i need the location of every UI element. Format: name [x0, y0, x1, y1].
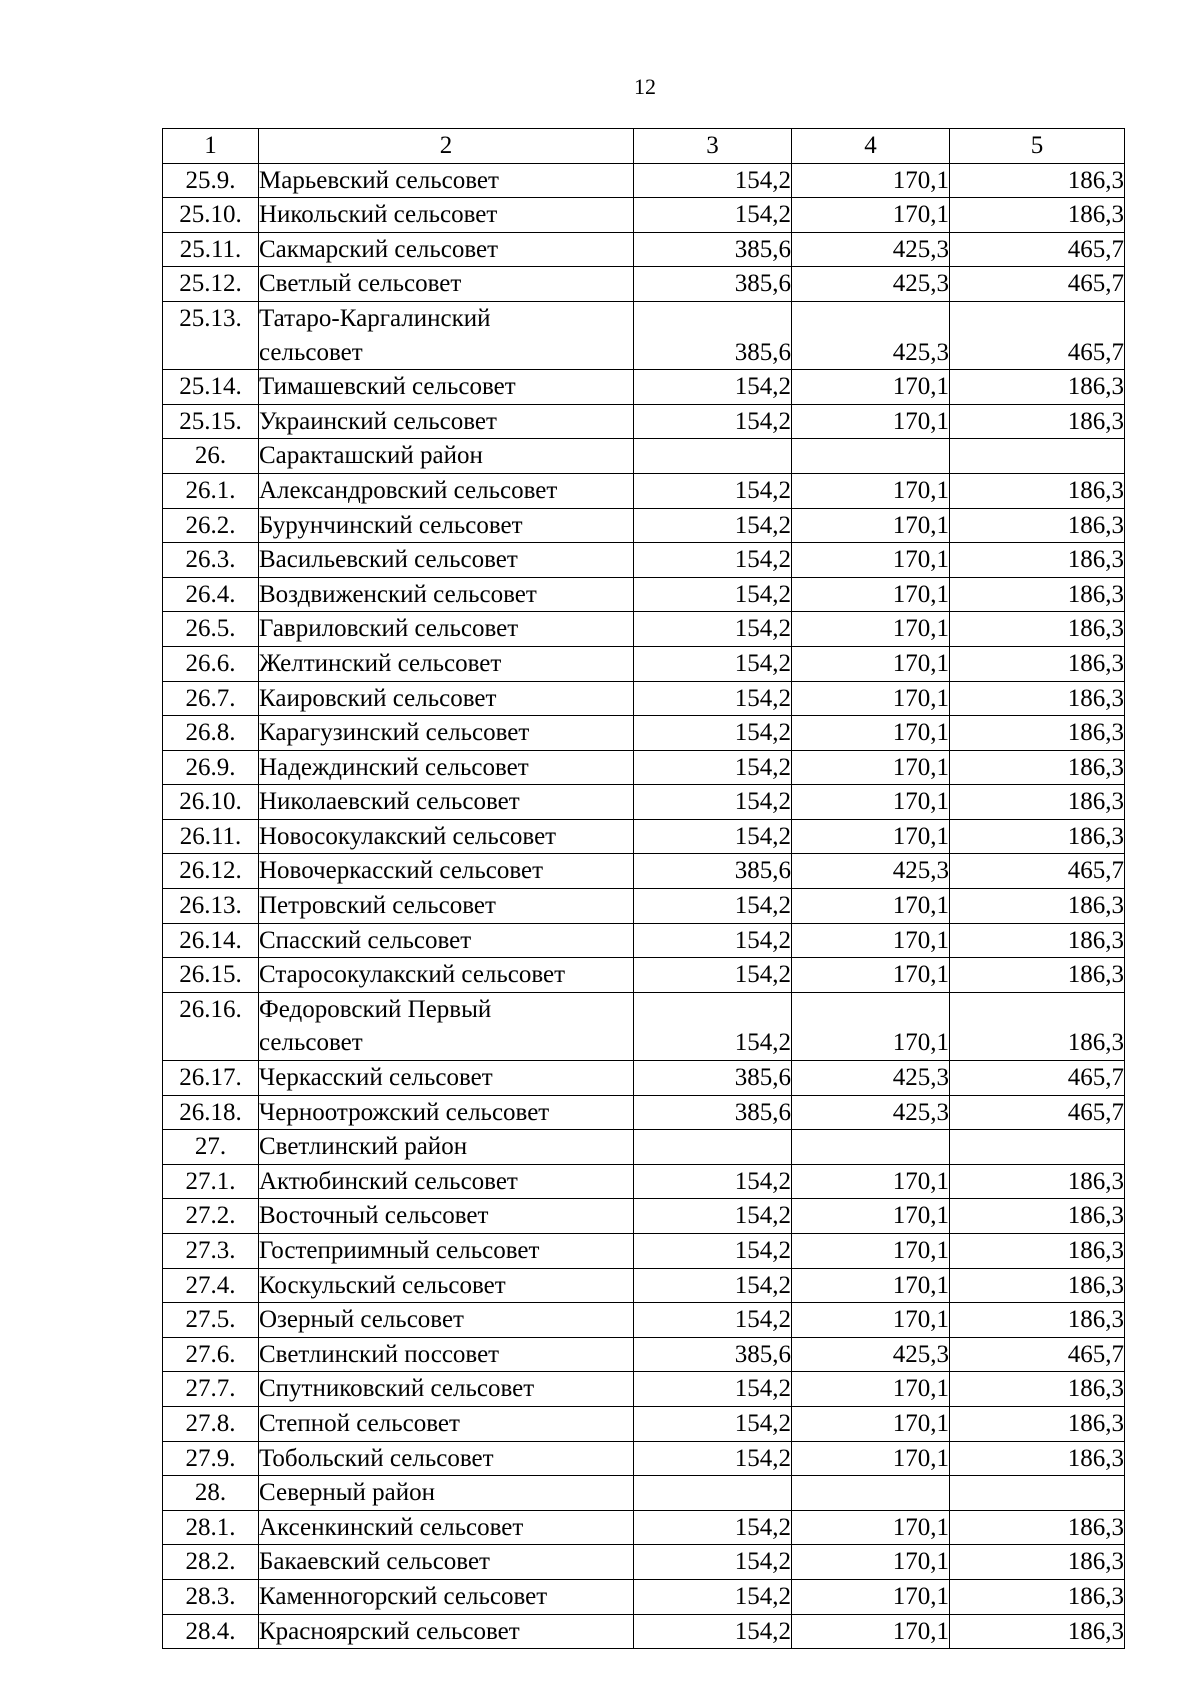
row-value-v3: 154,2	[634, 543, 792, 578]
row-number: 28.2.	[163, 1545, 259, 1580]
row-name	[259, 301, 634, 369]
row-number: 26.16.	[163, 992, 259, 1060]
table-row	[163, 1510, 1125, 1545]
row-number: 28.	[163, 1476, 259, 1511]
row-value-v4: 170,1	[792, 785, 950, 820]
row-value-v4: 425,3	[792, 267, 950, 302]
row-name	[259, 543, 634, 578]
row-name-line: Тимашевский сельсовет	[259, 373, 516, 401]
row-value-v4: 425,3	[792, 854, 950, 889]
row-name-line: Николаевский сельсовет	[259, 788, 520, 816]
row-number: 25.13.	[163, 301, 259, 369]
row-number: 25.14.	[163, 370, 259, 405]
row-value-v4: 170,1	[792, 681, 950, 716]
row-name	[259, 646, 634, 681]
table-row	[163, 232, 1125, 267]
row-name-line: Петровский сельсовет	[259, 892, 496, 920]
table-row	[163, 1095, 1125, 1130]
row-value-v3: 154,2	[634, 612, 792, 647]
row-name-line: Северный район	[259, 1479, 435, 1507]
row-name-line: Тобольский сельсовет	[259, 1444, 494, 1472]
row-value-v4: 170,1	[792, 1545, 950, 1580]
row-name	[259, 1337, 634, 1372]
row-name-line: Новочеркасский сельсовет	[259, 857, 544, 885]
row-name	[259, 1130, 634, 1165]
row-value-v4: 170,1	[792, 923, 950, 958]
table-row	[163, 404, 1125, 439]
row-number: 26.17.	[163, 1061, 259, 1096]
table-body	[163, 163, 1125, 1649]
row-value-v5: 186,3	[950, 646, 1125, 681]
row-value-v3: 154,2	[634, 750, 792, 785]
row-value-v4: 170,1	[792, 404, 950, 439]
row-value-v5: 186,3	[950, 958, 1125, 993]
row-value-v5: 186,3	[950, 577, 1125, 612]
row-value-v3: 154,2	[634, 1234, 792, 1269]
row-number: 27.4.	[163, 1268, 259, 1303]
row-name-line: Светлый сельсовет	[259, 270, 462, 298]
row-number: 27.2.	[163, 1199, 259, 1234]
row-value-v3: 154,2	[634, 198, 792, 233]
table-row	[163, 1234, 1125, 1269]
row-value-v4	[792, 1476, 950, 1511]
row-name-line: Саракташский район	[259, 442, 483, 470]
table-row	[163, 1268, 1125, 1303]
row-value-v4: 170,1	[792, 163, 950, 198]
row-name	[259, 750, 634, 785]
row-value-v4: 170,1	[792, 750, 950, 785]
row-number: 26.7.	[163, 681, 259, 716]
row-value-v4: 170,1	[792, 992, 950, 1060]
row-value-v3: 154,2	[634, 992, 792, 1060]
row-value-v4: 170,1	[792, 1164, 950, 1199]
header-col-5: 5	[950, 129, 1125, 164]
table-row	[163, 785, 1125, 820]
row-value-v4: 170,1	[792, 370, 950, 405]
row-name	[259, 1372, 634, 1407]
row-value-v4: 170,1	[792, 1510, 950, 1545]
row-number: 27.6.	[163, 1337, 259, 1372]
row-name	[259, 612, 634, 647]
row-value-v5: 186,3	[950, 1614, 1125, 1649]
row-name-line: Федоровский Первый	[259, 995, 492, 1023]
row-name	[259, 1061, 634, 1096]
row-value-v5: 186,3	[950, 750, 1125, 785]
row-number: 28.3.	[163, 1579, 259, 1614]
row-number: 25.15.	[163, 404, 259, 439]
row-value-v5: 186,3	[950, 508, 1125, 543]
row-name-line: Озерный сельсовет	[259, 1306, 464, 1334]
row-name	[259, 1234, 634, 1269]
table-header	[163, 129, 1125, 164]
row-name-line: Марьевский сельсовет	[259, 166, 499, 194]
table-row	[163, 577, 1125, 612]
row-value-v3: 385,6	[634, 1095, 792, 1130]
row-name-line: Гавриловский сельсовет	[259, 615, 519, 643]
row-name	[259, 163, 634, 198]
row-name-line: Надеждинский сельсовет	[259, 753, 529, 781]
row-value-v3	[634, 1476, 792, 1511]
row-value-v3: 154,2	[634, 1199, 792, 1234]
row-name-line: Спасский сельсовет	[259, 926, 472, 954]
row-value-v5: 186,3	[950, 716, 1125, 751]
header-col-3: 3	[634, 129, 792, 164]
row-name	[259, 439, 634, 474]
row-name	[259, 854, 634, 889]
table-row	[163, 1164, 1125, 1199]
row-value-v5: 186,3	[950, 370, 1125, 405]
row-value-v5: 186,3	[950, 198, 1125, 233]
row-number: 26.13.	[163, 889, 259, 924]
row-value-v3: 154,2	[634, 785, 792, 820]
row-name	[259, 923, 634, 958]
row-number: 28.4.	[163, 1614, 259, 1649]
row-number: 25.11.	[163, 232, 259, 267]
row-name-line: Светлинский поссовет	[259, 1340, 500, 1368]
row-value-v4: 425,3	[792, 1337, 950, 1372]
row-value-v5: 186,3	[950, 681, 1125, 716]
row-number: 25.10.	[163, 198, 259, 233]
table-row	[163, 646, 1125, 681]
row-value-v5: 465,7	[950, 1061, 1125, 1096]
row-number: 26.3.	[163, 543, 259, 578]
row-number: 26.15.	[163, 958, 259, 993]
row-value-v5: 186,3	[950, 612, 1125, 647]
row-value-v5: 465,7	[950, 1095, 1125, 1130]
table-row	[163, 716, 1125, 751]
row-value-v3: 154,2	[634, 889, 792, 924]
row-value-v4: 170,1	[792, 1372, 950, 1407]
row-value-v3: 154,2	[634, 681, 792, 716]
table-row	[163, 370, 1125, 405]
table-row	[163, 958, 1125, 993]
table-row	[163, 1545, 1125, 1580]
row-value-v3	[634, 1130, 792, 1165]
row-value-v5: 465,7	[950, 854, 1125, 889]
row-value-v5	[950, 1130, 1125, 1165]
row-name-line: Гостеприимный сельсовет	[259, 1237, 540, 1264]
row-name	[259, 370, 634, 405]
row-name-line: Воздвиженский сельсовет	[259, 580, 537, 608]
row-value-v5: 465,7	[950, 301, 1125, 369]
row-name-line: Черкасский сельсовет	[259, 1064, 493, 1092]
row-value-v4: 170,1	[792, 1406, 950, 1441]
row-value-v4: 425,3	[792, 1061, 950, 1096]
table-row	[163, 508, 1125, 543]
table-row	[163, 750, 1125, 785]
row-value-v4: 170,1	[792, 1303, 950, 1338]
row-number: 26.	[163, 439, 259, 474]
table-row	[163, 681, 1125, 716]
row-name-line: Татаро-Каргалинский	[259, 304, 491, 332]
page-number: 12	[634, 74, 656, 99]
row-name-line: Бакаевский сельсовет	[259, 1548, 490, 1576]
row-name	[259, 1268, 634, 1303]
row-value-v3: 154,2	[634, 646, 792, 681]
row-number: 27.8.	[163, 1406, 259, 1441]
table-row	[163, 543, 1125, 578]
row-name	[259, 198, 634, 233]
header-col-4: 4	[792, 129, 950, 164]
row-value-v3: 154,2	[634, 508, 792, 543]
row-value-v3: 154,2	[634, 1164, 792, 1199]
row-name-line: сельсовет	[259, 338, 363, 366]
row-value-v3: 154,2	[634, 1441, 792, 1476]
row-value-v5: 186,3	[950, 1406, 1125, 1441]
row-name-line: Восточный сельсовет	[259, 1202, 489, 1230]
row-value-v3: 154,2	[634, 716, 792, 751]
table-row	[163, 1476, 1125, 1511]
row-number: 27.	[163, 1130, 259, 1165]
row-name	[259, 1303, 634, 1338]
table-row	[163, 612, 1125, 647]
row-name-line: Красноярский сельсовет	[259, 1617, 520, 1645]
row-value-v4: 170,1	[792, 198, 950, 233]
table-row	[163, 301, 1125, 369]
row-value-v5: 186,3	[950, 1441, 1125, 1476]
row-value-v4: 425,3	[792, 1095, 950, 1130]
row-name-line: Украинский сельсовет	[259, 407, 497, 435]
row-number: 26.1.	[163, 473, 259, 508]
row-name-line: Актюбинский сельсовет	[259, 1167, 518, 1195]
row-value-v3: 154,2	[634, 923, 792, 958]
row-number: 27.1.	[163, 1164, 259, 1199]
row-value-v5: 186,3	[950, 1510, 1125, 1545]
row-value-v3: 154,2	[634, 577, 792, 612]
row-value-v5: 186,3	[950, 163, 1125, 198]
row-value-v5: 186,3	[950, 819, 1125, 854]
row-value-v5	[950, 439, 1125, 474]
row-number: 26.5.	[163, 612, 259, 647]
row-value-v4: 170,1	[792, 473, 950, 508]
row-value-v3: 385,6	[634, 232, 792, 267]
row-number: 25.9.	[163, 163, 259, 198]
row-value-v5: 186,3	[950, 1303, 1125, 1338]
row-name-line: Карагузинский сельсовет	[259, 719, 530, 747]
row-value-v3: 154,2	[634, 1614, 792, 1649]
row-name-line: Старосокулакский сельсовет	[259, 961, 566, 989]
row-value-v4: 170,1	[792, 577, 950, 612]
row-name	[259, 785, 634, 820]
row-name	[259, 1406, 634, 1441]
row-number: 27.5.	[163, 1303, 259, 1338]
table-row	[163, 1130, 1125, 1165]
table-row	[163, 1337, 1125, 1372]
row-name	[259, 1095, 634, 1130]
row-name	[259, 958, 634, 993]
row-number: 26.8.	[163, 716, 259, 751]
row-value-v4: 170,1	[792, 716, 950, 751]
row-name	[259, 404, 634, 439]
table-row	[163, 439, 1125, 474]
row-value-v5	[950, 1476, 1125, 1511]
row-name	[259, 1476, 634, 1511]
row-value-v3: 385,6	[634, 267, 792, 302]
row-value-v5: 186,3	[950, 1372, 1125, 1407]
row-name-line: Александровский сельсовет	[259, 476, 558, 504]
row-value-v3: 154,2	[634, 819, 792, 854]
row-value-v5: 186,3	[950, 1545, 1125, 1580]
table-row	[163, 819, 1125, 854]
row-name-line: Сакмарский сельсовет	[259, 235, 499, 263]
row-name-line: Аксенкинский сельсовет	[259, 1513, 524, 1541]
row-name	[259, 1510, 634, 1545]
row-value-v4: 170,1	[792, 508, 950, 543]
row-name	[259, 716, 634, 751]
row-number: 26.9.	[163, 750, 259, 785]
row-name	[259, 267, 634, 302]
row-number: 27.7.	[163, 1372, 259, 1407]
row-name	[259, 681, 634, 716]
row-number: 27.3.	[163, 1234, 259, 1269]
row-number: 27.9.	[163, 1441, 259, 1476]
table-row	[163, 198, 1125, 233]
row-value-v3: 154,2	[634, 473, 792, 508]
row-value-v5: 186,3	[950, 543, 1125, 578]
row-value-v5: 186,3	[950, 992, 1125, 1060]
row-number: 26.12.	[163, 854, 259, 889]
row-name-line: Черноотрожский сельсовет	[259, 1098, 550, 1126]
table-row	[163, 854, 1125, 889]
row-value-v5: 186,3	[950, 404, 1125, 439]
header-col-2: 2	[259, 129, 634, 164]
row-value-v4: 170,1	[792, 1441, 950, 1476]
row-name	[259, 1164, 634, 1199]
row-value-v3: 154,2	[634, 1303, 792, 1338]
row-value-v3: 154,2	[634, 163, 792, 198]
table-row	[163, 1579, 1125, 1614]
row-value-v4: 170,1	[792, 612, 950, 647]
row-value-v4: 425,3	[792, 232, 950, 267]
table-row	[163, 163, 1125, 198]
row-value-v3: 385,6	[634, 1337, 792, 1372]
table-row	[163, 889, 1125, 924]
row-value-v4: 170,1	[792, 646, 950, 681]
row-value-v3: 154,2	[634, 370, 792, 405]
row-name-line: Каировский сельсовет	[259, 684, 497, 712]
row-value-v5: 465,7	[950, 267, 1125, 302]
row-value-v4: 170,1	[792, 958, 950, 993]
row-number: 28.1.	[163, 1510, 259, 1545]
row-name	[259, 473, 634, 508]
table-row	[163, 923, 1125, 958]
row-name	[259, 577, 634, 612]
row-name-line: Бурунчинский сельсовет	[259, 511, 523, 539]
table-row	[163, 473, 1125, 508]
row-value-v5: 186,3	[950, 1579, 1125, 1614]
row-value-v5: 465,7	[950, 232, 1125, 267]
row-name	[259, 889, 634, 924]
table-row	[163, 1199, 1125, 1234]
header-row	[163, 129, 1125, 164]
row-number: 26.14.	[163, 923, 259, 958]
table-row	[163, 1441, 1125, 1476]
row-name-line: Светлинский район	[259, 1133, 468, 1161]
row-value-v5: 186,3	[950, 923, 1125, 958]
row-value-v3: 385,6	[634, 1061, 792, 1096]
row-value-v3	[634, 439, 792, 474]
row-value-v4: 170,1	[792, 543, 950, 578]
row-value-v3: 154,2	[634, 1545, 792, 1580]
row-value-v3: 154,2	[634, 404, 792, 439]
row-value-v3: 385,6	[634, 301, 792, 369]
row-value-v4: 170,1	[792, 1199, 950, 1234]
row-number: 26.11.	[163, 819, 259, 854]
row-name	[259, 232, 634, 267]
row-name	[259, 1614, 634, 1649]
row-name-line: Степной сельсовет	[259, 1409, 460, 1437]
row-value-v3: 154,2	[634, 1579, 792, 1614]
row-value-v5: 186,3	[950, 785, 1125, 820]
row-value-v4: 170,1	[792, 1579, 950, 1614]
row-value-v5: 186,3	[950, 1164, 1125, 1199]
row-value-v4: 170,1	[792, 1268, 950, 1303]
row-name-line: сельсовет	[259, 1029, 363, 1057]
row-value-v3: 154,2	[634, 1372, 792, 1407]
row-number: 26.10.	[163, 785, 259, 820]
row-name-line: Каменногорский сельсовет	[259, 1582, 548, 1610]
row-value-v3: 154,2	[634, 958, 792, 993]
row-value-v4: 170,1	[792, 819, 950, 854]
row-name-line: Новосокулакский сельсовет	[259, 822, 557, 850]
row-name	[259, 1199, 634, 1234]
tariff-table	[162, 128, 1125, 1649]
row-value-v5: 186,3	[950, 1234, 1125, 1269]
row-number: 25.12.	[163, 267, 259, 302]
row-name	[259, 1579, 634, 1614]
row-number: 26.2.	[163, 508, 259, 543]
row-value-v4: 170,1	[792, 889, 950, 924]
row-name	[259, 508, 634, 543]
header-col-1: 1	[163, 129, 259, 164]
row-value-v3: 385,6	[634, 854, 792, 889]
row-name-line: Коскульский сельсовет	[259, 1271, 506, 1299]
row-value-v4: 170,1	[792, 1614, 950, 1649]
row-number: 26.4.	[163, 577, 259, 612]
table-row	[163, 1303, 1125, 1338]
row-name	[259, 1545, 634, 1580]
row-name	[259, 819, 634, 854]
row-name-line: Желтинский сельсовет	[259, 649, 502, 677]
row-name	[259, 992, 634, 1060]
row-value-v5: 186,3	[950, 1268, 1125, 1303]
row-number: 26.6.	[163, 646, 259, 681]
table-row	[163, 1372, 1125, 1407]
row-value-v5: 186,3	[950, 889, 1125, 924]
row-name-line: Васильевский сельсовет	[259, 546, 518, 574]
row-value-v5: 186,3	[950, 1199, 1125, 1234]
table-row	[163, 1061, 1125, 1096]
row-name-line: Никольский сельсовет	[259, 201, 498, 229]
row-value-v3: 154,2	[634, 1268, 792, 1303]
row-value-v5: 465,7	[950, 1337, 1125, 1372]
row-name	[259, 1441, 634, 1476]
table-row	[163, 1614, 1125, 1649]
row-name-line: Спутниковский сельсовет	[259, 1375, 535, 1403]
row-value-v3: 154,2	[634, 1510, 792, 1545]
row-value-v4: 170,1	[792, 1234, 950, 1269]
table-row	[163, 267, 1125, 302]
row-number: 26.18.	[163, 1095, 259, 1130]
table-row	[163, 992, 1125, 1060]
row-value-v4	[792, 439, 950, 474]
row-value-v4: 425,3	[792, 301, 950, 369]
row-value-v5: 186,3	[950, 473, 1125, 508]
row-value-v3: 154,2	[634, 1406, 792, 1441]
row-value-v4	[792, 1130, 950, 1165]
table-row	[163, 1406, 1125, 1441]
